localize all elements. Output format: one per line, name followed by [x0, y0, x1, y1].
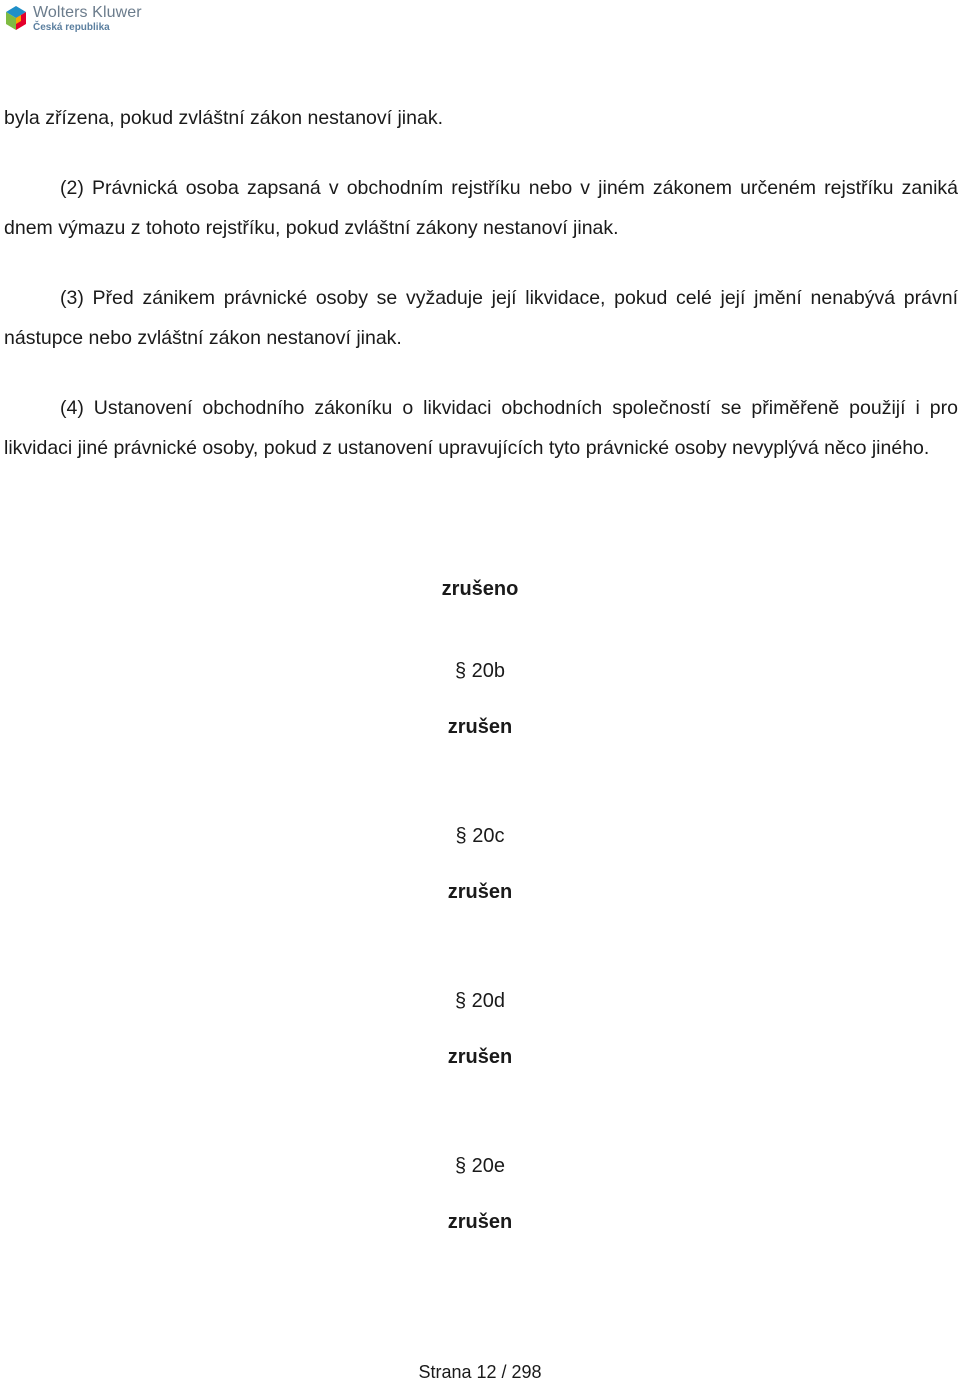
- publisher-logo: [3, 2, 142, 36]
- repealed-heading: zrušeno: [441, 578, 519, 600]
- paragraph-4: (4) Ustanovení obchodního zákoníku o likvidaci obchodních společností se přiměřeně použijí i pro likvidaci jiné právnické osoby, pokud z ustanovení upravujících tyto právnické osoby nevyplývá něco jiného.: [4, 397, 958, 459]
- wolters-kluwer-logo-icon: [3, 4, 29, 34]
- section-status-20b: zrušen: [447, 716, 513, 738]
- section-number-20d: § 20d: [454, 990, 506, 1012]
- paragraph-continuation: byla zřízena, pokud zvláštní zákon nestanoví jinak.: [4, 107, 443, 129]
- section-number-20b: § 20b: [454, 660, 506, 682]
- brand-name: Wolters Kluwer: [33, 4, 142, 21]
- section-number-20c: § 20c: [455, 825, 505, 847]
- paragraph-3: (3) Před zánikem právnické osoby se vyžaduje její likvidace, pokud celé její jmění nenabývá právní nástupce nebo zvláštní zákon nestanoví jinak.: [4, 287, 958, 349]
- page-number: Strana 12 / 298: [418, 1362, 542, 1382]
- section-status-20d: zrušen: [447, 1046, 513, 1068]
- section-status-20c: zrušen: [447, 881, 513, 903]
- section-number-20e: § 20e: [454, 1155, 506, 1177]
- document-body: [4, 98, 958, 498]
- section-status-20e: zrušen: [447, 1211, 513, 1233]
- paragraph-2: (2) Právnická osoba zapsaná v obchodním rejstříku nebo v jiném zákonem určeném rejstříku zaniká dnem výmazu z tohoto rejstříku, pokud zvláštní zákony nestanoví jinak.: [4, 177, 958, 239]
- brand-subtitle: Česká republika: [33, 22, 110, 33]
